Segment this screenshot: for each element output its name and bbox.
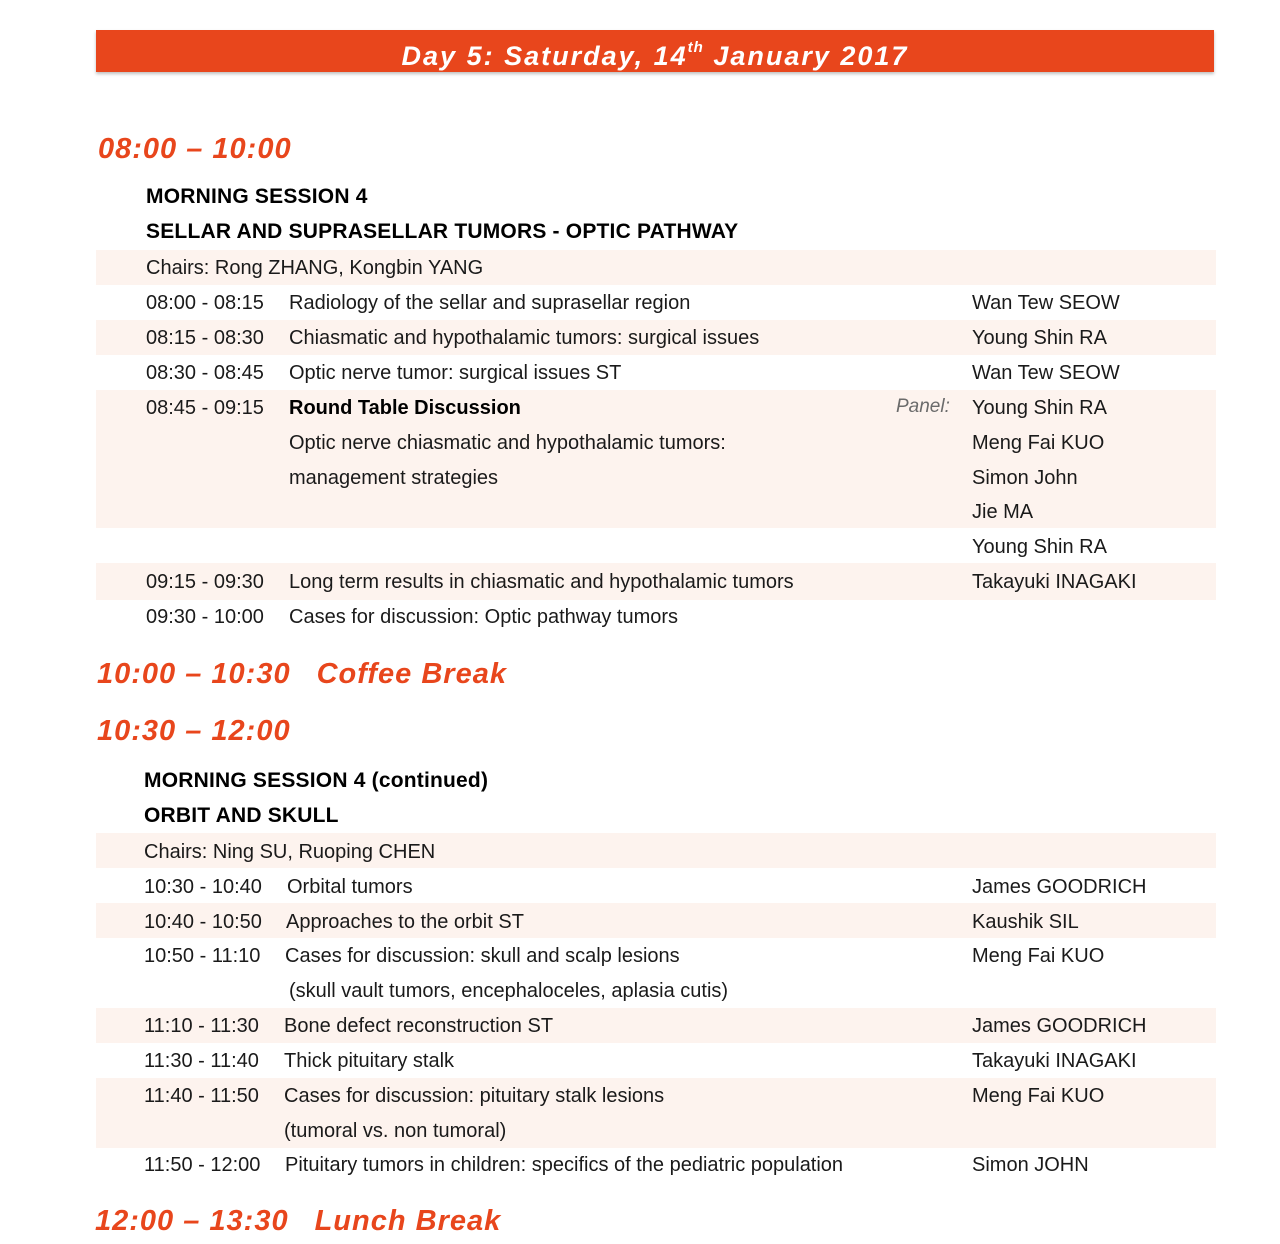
row-speaker: Meng Fai KUO <box>972 1085 1105 1107</box>
panel-speaker: Young Shin RA <box>972 397 1107 419</box>
row-speaker: Takayuki INAGAKI <box>972 1050 1137 1072</box>
coffee-break-heading <box>97 658 507 691</box>
row-topic-detail: (skull vault tumors, encephaloceles, aplasia cutis) <box>289 980 729 1002</box>
slot-time-0800-1000: 08:00 – 10:00 <box>98 133 292 165</box>
row-speaker: Meng Fai KUO <box>972 945 1105 967</box>
session-subtitle: SELLAR AND SUPRASELLAR TUMORS - OPTIC PATHWAY <box>146 220 739 243</box>
panel-speaker: Simon John <box>972 467 1078 489</box>
round-table-desc-line2: management strategies <box>289 467 499 489</box>
round-table-title: Round Table Discussion <box>289 397 521 419</box>
row-topic: Cases for discussion: skull and scalp lesions <box>285 945 680 967</box>
row-topic: Long term results in chiasmatic and hypothalamic tumors <box>289 571 794 593</box>
row-speaker: Kaushik SIL <box>972 911 1079 933</box>
lunch-break-time: 12:00 – 13:30 <box>95 1205 289 1237</box>
row-time: 11:10 - 11:30 <box>144 1015 259 1037</box>
row-speaker: James GOODRICH <box>972 876 1147 898</box>
panel-speaker: Meng Fai KUO <box>972 432 1105 454</box>
row-topic: Chiasmatic and hypothalamic tumors: surgical issues <box>289 327 760 349</box>
row-time: 08:00 - 08:15 <box>146 292 264 314</box>
row-time: 08:45 - 09:15 <box>146 397 264 419</box>
row-speaker: Takayuki INAGAKI <box>972 571 1137 593</box>
row-topic: Thick pituitary stalk <box>284 1050 455 1072</box>
row-speaker: Wan Tew SEOW <box>972 362 1120 384</box>
row-topic: Radiology of the sellar and suprasellar region <box>289 292 691 314</box>
coffee-break-time: 10:00 – 10:30 <box>97 658 291 690</box>
lunch-break-heading <box>95 1205 501 1238</box>
row-topic: Cases for discussion: Optic pathway tumors <box>289 606 679 628</box>
row-time: 09:30 - 10:00 <box>146 606 264 628</box>
row-topic: Cases for discussion: pituitary stalk lesions <box>284 1085 665 1107</box>
round-table-desc-line1: Optic nerve chiasmatic and hypothalamic tumors: <box>289 432 726 454</box>
row-topic: Orbital tumors <box>287 876 413 898</box>
row-time: 08:15 - 08:30 <box>146 327 264 349</box>
session-chairs: Chairs: Rong ZHANG, Kongbin YANG <box>146 257 484 279</box>
row-topic: Approaches to the orbit ST <box>286 911 524 933</box>
row-time: 10:50 - 11:10 <box>144 945 261 967</box>
row-speaker: Simon JOHN <box>972 1154 1089 1176</box>
session-title: MORNING SESSION 4 <box>146 185 368 208</box>
row-speaker: James GOODRICH <box>972 1015 1147 1037</box>
panel-speaker: Jie MA <box>972 501 1034 523</box>
row-topic: Pituitary tumors in children: specifics of the pediatric population <box>285 1154 844 1176</box>
row-time: 11:40 - 11:50 <box>144 1085 259 1107</box>
row-time: 11:50 - 12:00 <box>144 1154 261 1176</box>
session-title: MORNING SESSION 4 (continued) <box>144 769 489 792</box>
panel-speaker: Young Shin RA <box>972 536 1107 558</box>
row-topic: Bone defect reconstruction ST <box>284 1015 554 1037</box>
row-topic-detail: (tumoral vs. non tumoral) <box>284 1120 507 1142</box>
session-subtitle: ORBIT AND SKULL <box>144 804 339 827</box>
row-speaker: Wan Tew SEOW <box>972 292 1120 314</box>
session-chairs: Chairs: Ning SU, Ruoping CHEN <box>144 841 436 863</box>
row-time: 08:30 - 08:45 <box>146 362 264 384</box>
coffee-break-label: Coffee Break <box>316 658 507 690</box>
banner-date-ordinal: th <box>687 39 704 56</box>
panel-label: Panel: <box>896 396 950 417</box>
banner-date-suffix: January 2017 <box>703 41 909 71</box>
row-time: 10:30 - 10:40 <box>144 876 262 898</box>
day-banner <box>96 30 1214 72</box>
row-time: 11:30 - 11:40 <box>144 1050 259 1072</box>
slot-time-1030-1200: 10:30 – 12:00 <box>97 715 291 747</box>
banner-date-prefix: Day 5: Saturday, 14 <box>401 41 688 71</box>
row-time: 10:40 - 10:50 <box>144 911 262 933</box>
lunch-break-label: Lunch Break <box>314 1205 502 1237</box>
row-speaker: Young Shin RA <box>972 327 1107 349</box>
row-time: 09:15 - 09:30 <box>146 571 264 593</box>
row-topic: Optic nerve tumor: surgical issues ST <box>289 362 622 384</box>
